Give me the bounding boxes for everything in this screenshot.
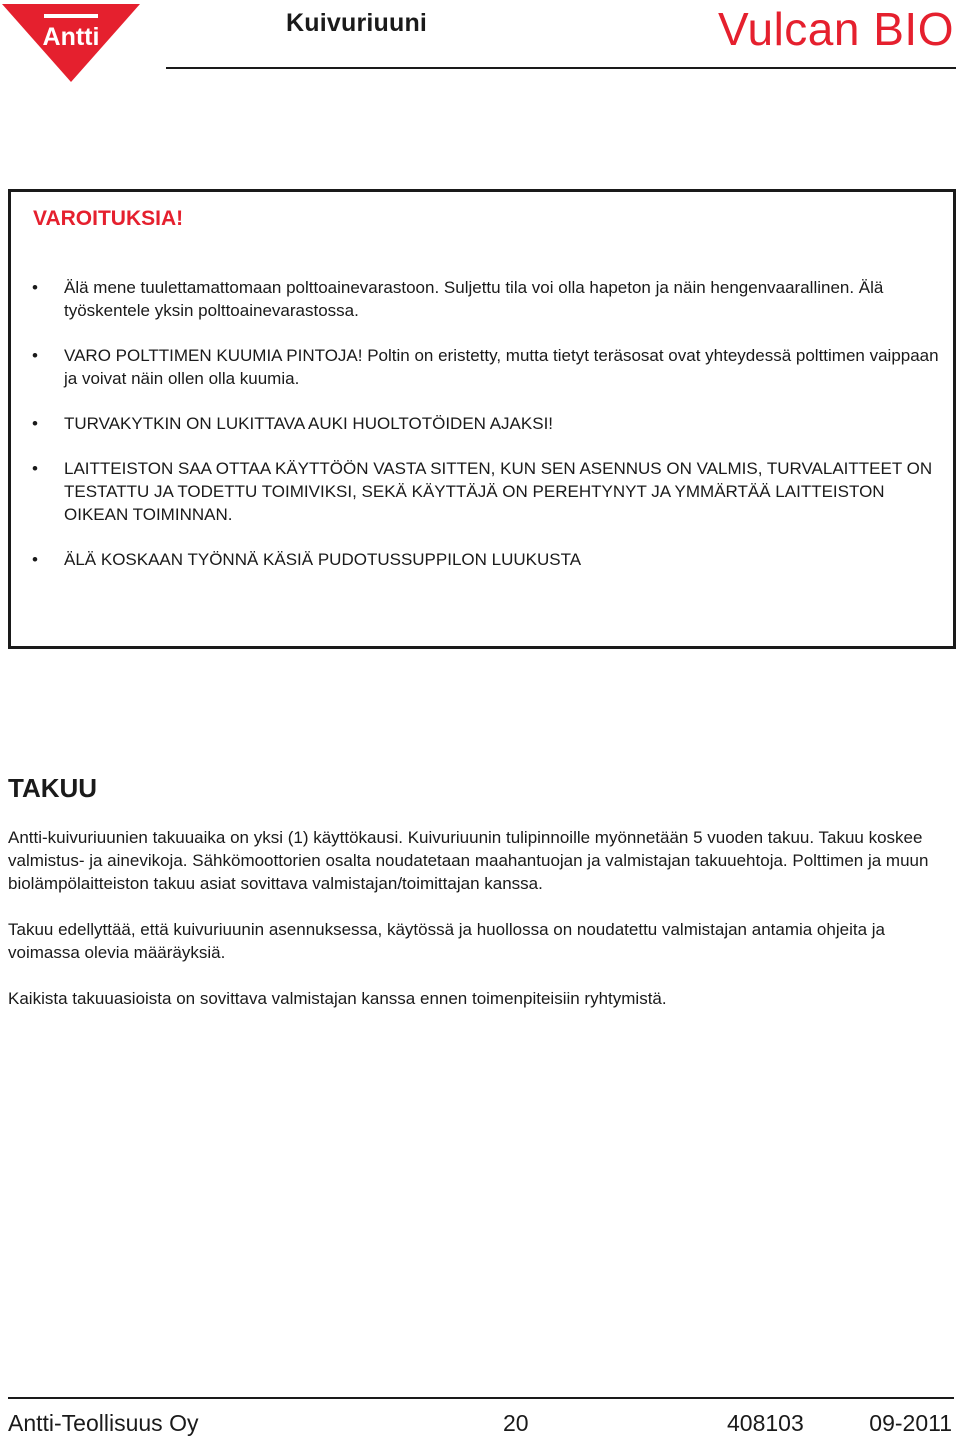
warning-text: LAITTEISTON SAA OTTAA KÄYTTÖÖN VASTA SITTEN, KUN SEN ASENNUS ON VALMIS, TURVALAITTEET ON TESTATTU JA TODETTU TOIMIVIKSI, SEKÄ KÄYTTÄJÄ ON PEREHTYNYT JA YMMÄRTÄÄ LAITTEISTON OIKEAN TOIMINNAN. [64,459,933,524]
bullet-icon: • [32,550,38,569]
takuu-body [8,826,956,1033]
warnings-box [8,189,956,649]
bullet-icon: • [32,459,38,478]
warning-text: TURVAKYTKIN ON LUKITTAVA AUKI HUOLTOTÖIDEN AJAKSI! [64,414,554,433]
warning-text: ÄLÄ KOSKAAN TYÖNNÄ KÄSIÄ PUDOTUSSUPPILON LUUKUSTA [64,550,582,569]
takuu-heading: TAKUU [8,773,98,803]
document-title: Kuivuriuuni [286,9,428,37]
logo-text: Antti [42,23,100,51]
warning-text: VARO POLTTIMEN KUUMIA PINTOJA! Poltin on eristetty, mutta tietyt teräsosat ovat yhteydessä polttimen vaippaan ja voivat näin ollen olla kuumia. [64,346,939,388]
footer-date: 09-2011 [869,1410,952,1436]
footer-doc-number: 408103 [727,1410,804,1436]
antti-logo [0,0,142,84]
bullet-icon: • [32,278,38,297]
brand-title: Vulcan BIO [718,3,954,55]
warning-item [32,344,939,390]
takuu-paragraph: Antti-kuivuriuunien takuuaika on yksi (1) käyttökausi. Kuivuriuunin tulipinnoille myönnetään 5 vuoden takuu. Takuu koskee valmistus- ja ainevikoja. Sähkömoottorien osalta noudatetaan maahantuojan ja valmistajan takuuehtoja. Polttimen ja muun biolämpölaitteiston takuu asiat sovittava valmistajan/toimittajan kanssa. [8,828,929,893]
warning-item [32,457,939,526]
bullet-icon: • [32,414,38,433]
footer-company: Antti-Teollisuus Oy [8,1410,199,1436]
warning-item [32,412,939,435]
takuu-paragraph: Kaikista takuuasioista on sovittava valmistajan kanssa ennen toimenpiteisiin ryhtymistä. [8,989,667,1008]
header-rule [166,67,956,69]
warnings-list [32,276,939,593]
footer-page-number: 20 [503,1410,529,1436]
warnings-title: VAROITUKSIA! [33,207,184,230]
warning-item [32,548,939,571]
footer-rule [8,1397,954,1399]
bullet-icon: • [32,346,38,365]
warning-item [32,276,939,322]
warning-text: Älä mene tuulettamattomaan polttoainevarastoon. Suljettu tila voi olla hapeton ja näin hengenvaarallinen. Älä työskentele yksin polttoainevarastossa. [64,278,884,320]
takuu-paragraph: Takuu edellyttää, että kuivuriuunin asennuksessa, käytössä ja huollossa on noudatettu valmistajan antamia ohjeita ja voimassa olevia määräyksiä. [8,920,885,962]
